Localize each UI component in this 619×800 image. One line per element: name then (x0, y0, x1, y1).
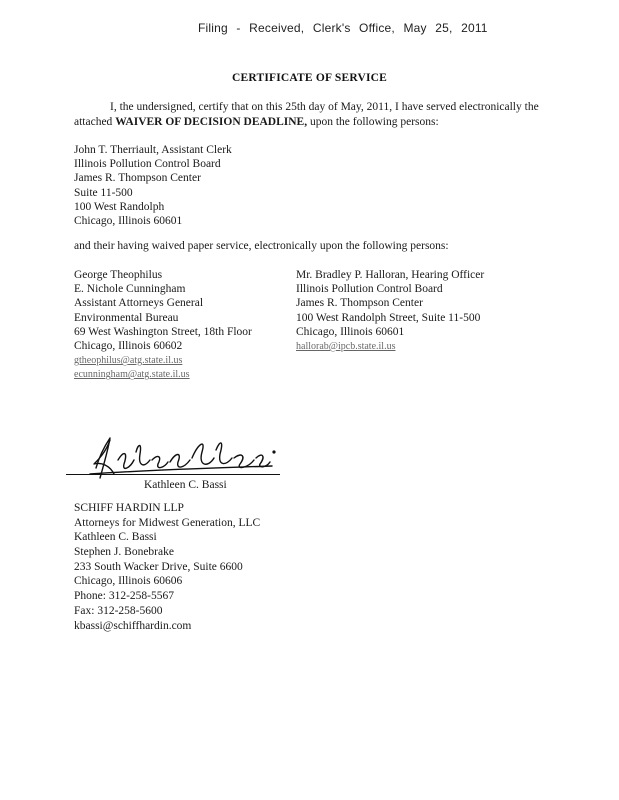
intro-text: I, the undersigned, certify that on this 25th day of May, 2011, I have served electronically the attached (74, 101, 539, 128)
address-line: E. Nichole Cunningham (74, 283, 186, 296)
signature-line (66, 474, 280, 475)
email-link[interactable]: hallorab@ipcb.state.il.us (296, 340, 396, 352)
firm-line: 233 South Wacker Drive, Suite 6600 (74, 560, 243, 573)
paper-service-statement: and their having waived paper service, electronically upon the following persons: (74, 240, 449, 252)
address-line: 100 West Randolph Street, Suite 11-500 (296, 311, 481, 324)
address-line: George Theophilus (74, 269, 163, 281)
address-line: James R. Thompson Center (74, 172, 201, 185)
firm-line: SCHIFF HARDIN LLP (74, 502, 184, 514)
address-line: Suite 11-500 (74, 186, 133, 199)
email-link[interactable]: gtheophilus@atg.state.il.us (74, 355, 183, 367)
document-name: WAIVER OF DECISION DEADLINE, (115, 116, 308, 128)
firm-line: Phone: 312-258-5567 (74, 590, 174, 603)
address-line: Chicago, Illinois 60601 (74, 214, 183, 227)
document-title: CERTIFICATE OF SERVICE (231, 72, 388, 84)
address-line: Chicago, Illinois 60602 (74, 339, 183, 352)
address-line: Assistant Attorneys General (74, 297, 204, 310)
address-line: Illinois Pollution Control Board (74, 158, 221, 171)
filing-stamp: Filing - Received, Clerk's Office, May 25, 2011 (198, 21, 488, 35)
address-line: John T. Therriault, Assistant Clerk (74, 144, 232, 156)
firm-line: Chicago, Illinois 60606 (74, 575, 183, 588)
address-line: 69 West Washington Street, 18th Floor (74, 325, 252, 338)
address-line: Chicago, Illinois 60601 (296, 325, 405, 338)
primary-recipient-address (74, 143, 232, 228)
email-link[interactable]: ecunningham@atg.state.il.us (74, 369, 190, 381)
firm-line: Kathleen C. Bassi (74, 531, 157, 544)
intro-suffix: upon the following persons: (307, 116, 439, 128)
signer-printed-name: Kathleen C. Bassi (144, 479, 227, 491)
firm-signature-block (74, 501, 260, 633)
left-recipient-address (74, 268, 252, 382)
firm-email[interactable]: kbassi@schiffhardin.com (74, 619, 192, 632)
firm-line: Attorneys for Midwest Generation, LLC (74, 516, 261, 529)
address-line: James R. Thompson Center (296, 297, 423, 310)
address-line: Environmental Bureau (74, 311, 179, 324)
address-line: 100 West Randolph (74, 200, 165, 213)
firm-line: Stephen J. Bonebrake (74, 546, 174, 559)
firm-line: Fax: 312-258-5600 (74, 604, 163, 617)
certification-paragraph (74, 100, 554, 130)
address-line: Mr. Bradley P. Halloran, Hearing Officer (296, 269, 485, 281)
address-line: Illinois Pollution Control Board (296, 283, 443, 296)
right-recipient-address (296, 268, 484, 353)
